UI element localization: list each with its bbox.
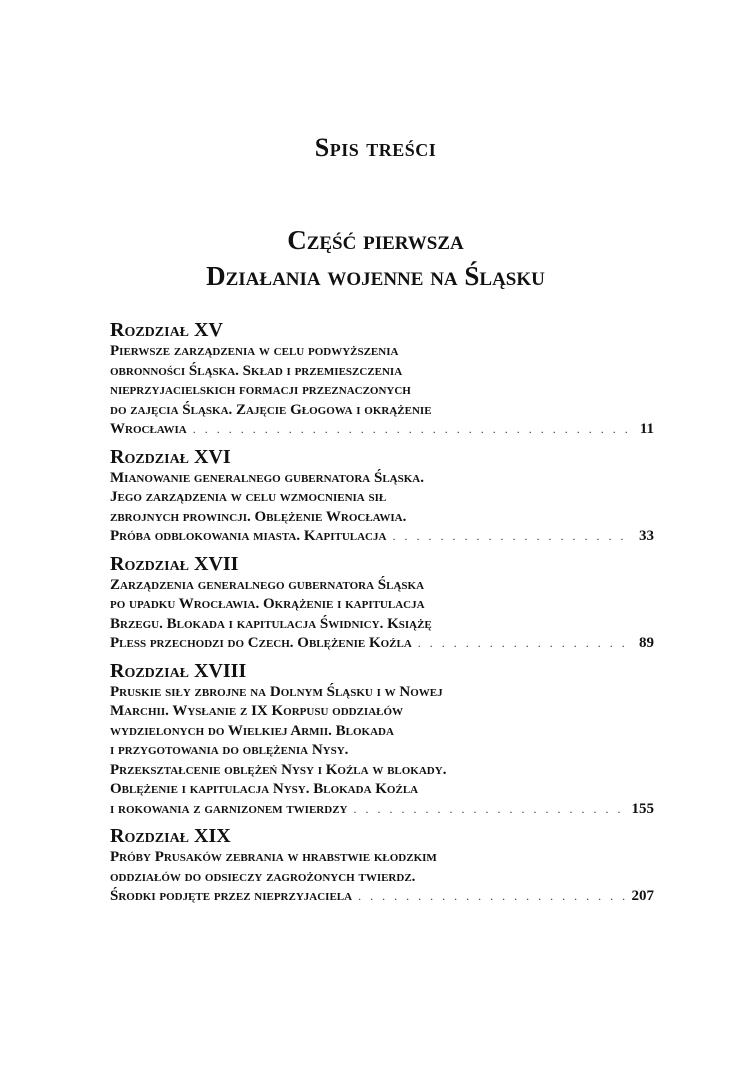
- toc-entry-chapter-15[interactable]: [110, 318, 654, 440]
- toc-entry-chapter-19[interactable]: [110, 824, 654, 907]
- chapter-title: Rozdział XVIII: [110, 659, 247, 682]
- chapter-description-line: obronności Śląska. Skład i przemieszczenia: [110, 362, 403, 379]
- chapter-last-line: [110, 527, 654, 547]
- chapter-description-line: Marchii. Wysłanie z IX Korpusu oddziałów: [110, 703, 404, 719]
- part-title: Działania wojenne na Śląsku: [206, 261, 545, 291]
- chapter-description-line: i przygotowania do oblężenia Nysy.: [110, 742, 349, 758]
- part-heading: [0, 222, 751, 294]
- toc-heading: Spis treści: [314, 133, 437, 162]
- chapter-description-line: Oblężenie i kapitulacja Nysy. Blokada Koźla: [110, 781, 419, 797]
- toc-entry-chapter-18[interactable]: [110, 659, 654, 820]
- chapter-title: Rozdział XVII: [110, 552, 239, 575]
- chapter-description-line: Pruskie siły zbrojne na Dolnym Śląsku i w Nowej: [110, 683, 443, 700]
- chapter-description-line: wydzielonych do Wielkiej Armii. Blokada: [110, 722, 394, 739]
- chapter-description-line: Wrocławia: [110, 421, 187, 437]
- chapter-description-line: Próby Prusaków zebrania w hrabstwie kłodzkim: [110, 849, 437, 865]
- chapter-description-line: Mianowanie generalnego gubernatora Śląska.: [110, 469, 424, 486]
- part-number: Część pierwsza: [287, 225, 464, 255]
- toc-entry-chapter-16[interactable]: [110, 445, 654, 547]
- dot-leader: [353, 800, 625, 820]
- page-number: 155: [631, 800, 654, 817]
- chapter-last-line: [110, 800, 654, 820]
- chapter-description-line: Środki podjęte przez nieprzyjaciela: [110, 888, 353, 904]
- chapter-description-line: oddziałów do odsieczy zagrożonych twierdz.: [110, 868, 416, 885]
- dot-leader: [418, 634, 633, 654]
- chapter-last-line: [110, 634, 654, 654]
- chapter-description-line: Próba odblokowania miasta. Kapitulacja: [110, 528, 387, 544]
- toc-entry-chapter-17[interactable]: [110, 552, 654, 654]
- page-number: 33: [639, 528, 654, 544]
- chapter-title: Rozdział XIX: [110, 825, 231, 847]
- chapter-description-line: zbrojnych prowincji. Oblężenie Wrocławia.: [110, 508, 407, 525]
- chapter-description-line: Pierwsze zarządzenia w celu podwyższenia: [110, 343, 399, 359]
- chapter-description-line: po upadku Wrocławia. Okrążenie i kapitulacja: [110, 596, 425, 612]
- chapter-description-line: Jego zarządzenia w celu wzmocnienia sił: [110, 489, 387, 505]
- chapter-description-line: do zajęcia Śląska. Zajęcie Głogowa i okrążenie: [110, 401, 432, 418]
- dot-leader: [392, 527, 633, 547]
- chapter-title: Rozdział XV: [110, 319, 223, 341]
- dot-leader: [193, 420, 634, 440]
- chapter-last-line: [110, 420, 654, 440]
- chapter-description-line: i rokowania z garnizonem twierdzy: [110, 800, 348, 817]
- chapter-description-line: Przekształcenie oblężeń Nysy i Koźla w blokady.: [110, 761, 447, 778]
- chapter-description-line: Brzegu. Blokada i kapitulacja Świdnicy. Książę: [110, 615, 432, 632]
- page-number: 207: [631, 888, 654, 904]
- dot-leader: [358, 887, 625, 907]
- chapter-last-line: [110, 887, 654, 907]
- page-number: 89: [639, 635, 654, 651]
- page-number: 11: [639, 421, 654, 437]
- chapter-title: Rozdział XVI: [110, 445, 231, 468]
- chapter-description-line: Pless przechodzi do Czech. Oblężenie Koźla: [110, 635, 412, 651]
- chapter-list: [110, 318, 654, 912]
- chapter-description-line: Zarządzenia generalnego gubernatora Śląska: [110, 576, 425, 593]
- chapter-description-line: nieprzyjacielskich formacji przeznaczonych: [110, 382, 411, 398]
